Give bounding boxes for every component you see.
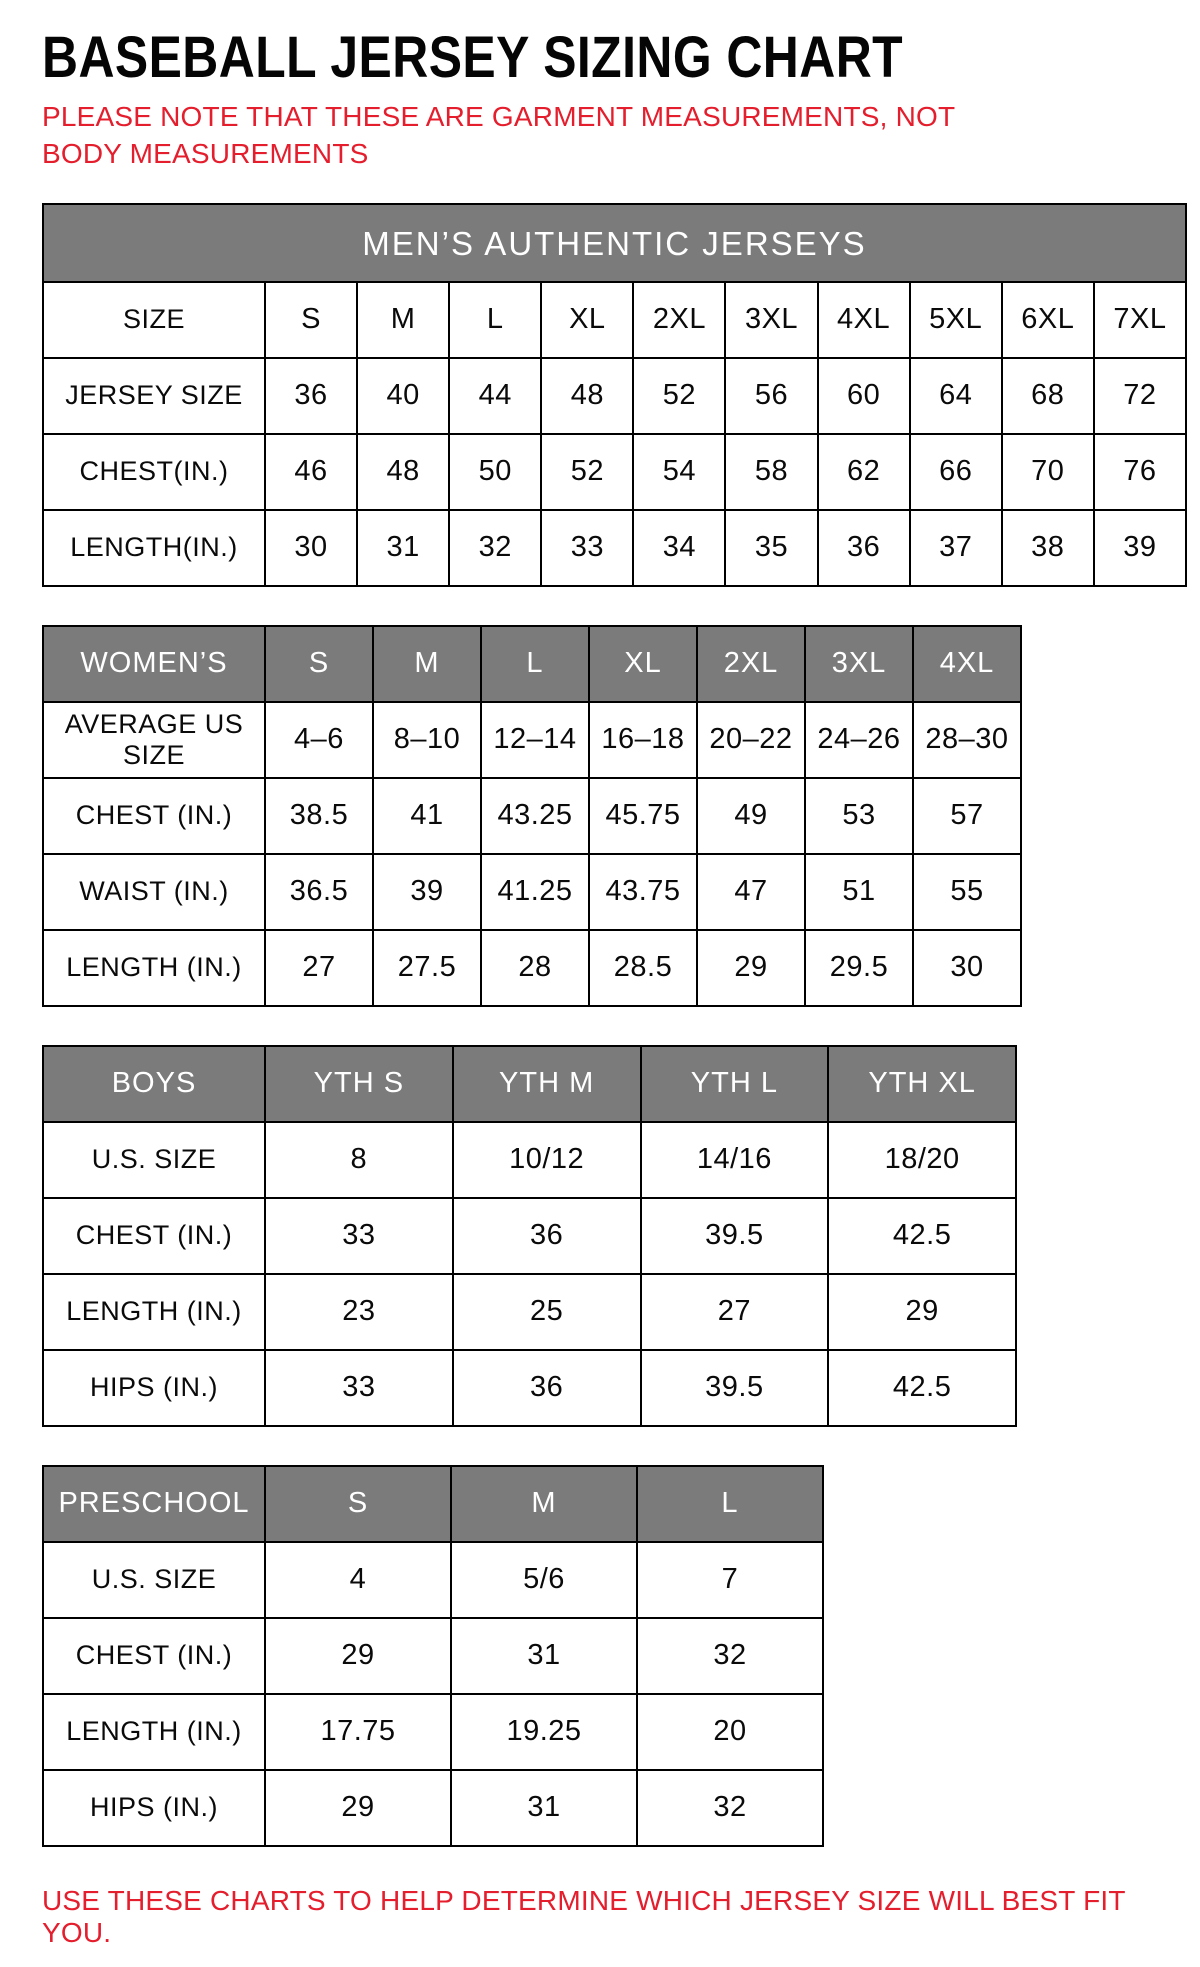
value-cell: 5XL	[910, 282, 1002, 358]
value-cell: 33	[265, 1198, 453, 1274]
value-cell: 10/12	[453, 1122, 641, 1198]
value-cell: 72	[1094, 358, 1186, 434]
value-cell: 62	[818, 434, 910, 510]
value-cell: 30	[913, 930, 1021, 1006]
value-cell: 76	[1094, 434, 1186, 510]
header-label-cell: PRESCHOOL	[43, 1466, 265, 1542]
value-cell: 31	[451, 1618, 637, 1694]
value-cell: 23	[265, 1274, 453, 1350]
row-label-cell: LENGTH (IN.)	[43, 1274, 265, 1350]
row-label-cell: AVERAGE US SIZE	[43, 702, 265, 778]
value-cell: 41	[373, 778, 481, 854]
value-cell: 20–22	[697, 702, 805, 778]
value-cell: 27	[641, 1274, 829, 1350]
header-cell: S	[265, 626, 373, 702]
value-cell: 20	[637, 1694, 823, 1770]
page-title: BASEBALL JERSEY SIZING CHART	[42, 25, 904, 90]
value-cell: 33	[265, 1350, 453, 1426]
value-cell: 28	[481, 930, 589, 1006]
value-cell: 25	[453, 1274, 641, 1350]
value-cell: 14/16	[641, 1122, 829, 1198]
table-womens	[42, 625, 1022, 1007]
value-cell: 42.5	[828, 1350, 1016, 1426]
value-cell: 4XL	[818, 282, 910, 358]
table-row	[43, 778, 1021, 854]
table-mens-authentic-jerseys	[42, 203, 1187, 587]
value-cell: S	[265, 282, 357, 358]
header-label-cell: BOYS	[43, 1046, 265, 1122]
value-cell: 29	[697, 930, 805, 1006]
value-cell: 51	[805, 854, 913, 930]
value-cell: 32	[637, 1770, 823, 1846]
value-cell: 18/20	[828, 1122, 1016, 1198]
value-cell: 57	[913, 778, 1021, 854]
value-cell: 28.5	[589, 930, 697, 1006]
value-cell: 55	[913, 854, 1021, 930]
value-cell: 7	[637, 1542, 823, 1618]
value-cell: 64	[910, 358, 1002, 434]
row-label-cell: JERSEY SIZE	[43, 358, 265, 434]
value-cell: 58	[725, 434, 817, 510]
table-preschool	[42, 1465, 824, 1847]
value-cell: 36	[453, 1198, 641, 1274]
value-cell: 19.25	[451, 1694, 637, 1770]
header-cell: 3XL	[805, 626, 913, 702]
value-cell: XL	[541, 282, 633, 358]
mens-authentic-jerseys-table	[42, 281, 1187, 587]
header-cell: 2XL	[697, 626, 805, 702]
table-row	[43, 854, 1021, 930]
value-cell: 30	[265, 510, 357, 586]
value-cell: 54	[633, 434, 725, 510]
value-cell: 5/6	[451, 1542, 637, 1618]
table-row	[43, 358, 1186, 434]
value-cell: 52	[633, 358, 725, 434]
value-cell: 29	[265, 1770, 451, 1846]
value-cell: 29	[828, 1274, 1016, 1350]
value-cell: 24–26	[805, 702, 913, 778]
table-row	[43, 1198, 1016, 1274]
row-label-cell: HIPS (IN.)	[43, 1350, 265, 1426]
value-cell: L	[449, 282, 541, 358]
table-row	[43, 510, 1186, 586]
value-cell: M	[357, 282, 449, 358]
value-cell: 52	[541, 434, 633, 510]
value-cell: 37	[910, 510, 1002, 586]
value-cell: 17.75	[265, 1694, 451, 1770]
header-cell: YTH M	[453, 1046, 641, 1122]
table-row	[43, 1770, 823, 1846]
value-cell: 70	[1002, 434, 1094, 510]
value-cell: 44	[449, 358, 541, 434]
value-cell: 32	[449, 510, 541, 586]
value-cell: 12–14	[481, 702, 589, 778]
row-label-cell: U.S. SIZE	[43, 1122, 265, 1198]
table-row	[43, 1542, 823, 1618]
table-row	[43, 282, 1186, 358]
value-cell: 16–18	[589, 702, 697, 778]
value-cell: 39.5	[641, 1198, 829, 1274]
table-row	[43, 930, 1021, 1006]
row-label-cell: CHEST(IN.)	[43, 434, 265, 510]
value-cell: 39	[373, 854, 481, 930]
value-cell: 56	[725, 358, 817, 434]
footer-note: USE THESE CHARTS TO HELP DETERMINE WHICH JERSEY SIZE WILL BEST FIT YOU.	[42, 1884, 1126, 1948]
header-cell: XL	[589, 626, 697, 702]
value-cell: 36.5	[265, 854, 373, 930]
table-row	[43, 1694, 823, 1770]
header-cell: YTH L	[641, 1046, 829, 1122]
table-boys	[42, 1045, 1017, 1427]
row-label-cell: CHEST (IN.)	[43, 778, 265, 854]
value-cell: 66	[910, 434, 1002, 510]
value-cell: 50	[449, 434, 541, 510]
header-cell: YTH XL	[828, 1046, 1016, 1122]
value-cell: 36	[453, 1350, 641, 1426]
mens-authentic-jerseys-title: MEN’S AUTHENTIC JERSEYS	[42, 203, 1187, 281]
value-cell: 42.5	[828, 1198, 1016, 1274]
value-cell: 35	[725, 510, 817, 586]
title-wrap	[42, 24, 1158, 91]
value-cell: 45.75	[589, 778, 697, 854]
value-cell: 31	[357, 510, 449, 586]
row-label-cell: CHEST (IN.)	[43, 1198, 265, 1274]
value-cell: 48	[357, 434, 449, 510]
value-cell: 4	[265, 1542, 451, 1618]
value-cell: 29.5	[805, 930, 913, 1006]
row-label-cell: LENGTH (IN.)	[43, 1694, 265, 1770]
header-row	[43, 1466, 823, 1542]
row-label-cell: LENGTH (IN.)	[43, 930, 265, 1006]
value-cell: 32	[637, 1618, 823, 1694]
value-cell: 27	[265, 930, 373, 1006]
value-cell: 68	[1002, 358, 1094, 434]
womens-table	[42, 625, 1022, 1007]
value-cell: 48	[541, 358, 633, 434]
value-cell: 28–30	[913, 702, 1021, 778]
table-row	[43, 1274, 1016, 1350]
table-row	[43, 702, 1021, 778]
value-cell: 39.5	[641, 1350, 829, 1426]
boys-table	[42, 1045, 1017, 1427]
value-cell: 40	[357, 358, 449, 434]
table-row	[43, 1618, 823, 1694]
value-cell: 36	[265, 358, 357, 434]
value-cell: 43.25	[481, 778, 589, 854]
value-cell: 8	[265, 1122, 453, 1198]
header-cell: YTH S	[265, 1046, 453, 1122]
header-row	[43, 1046, 1016, 1122]
value-cell: 3XL	[725, 282, 817, 358]
value-cell: 27.5	[373, 930, 481, 1006]
value-cell: 60	[818, 358, 910, 434]
header-cell: M	[451, 1466, 637, 1542]
row-label-cell: WAIST (IN.)	[43, 854, 265, 930]
value-cell: 41.25	[481, 854, 589, 930]
value-cell: 31	[451, 1770, 637, 1846]
table-row	[43, 434, 1186, 510]
value-cell: 49	[697, 778, 805, 854]
value-cell: 36	[818, 510, 910, 586]
value-cell: 53	[805, 778, 913, 854]
value-cell: 8–10	[373, 702, 481, 778]
value-cell: 2XL	[633, 282, 725, 358]
value-cell: 46	[265, 434, 357, 510]
header-cell: L	[481, 626, 589, 702]
value-cell: 34	[633, 510, 725, 586]
value-cell: 38	[1002, 510, 1094, 586]
value-cell: 38.5	[265, 778, 373, 854]
header-cell: 4XL	[913, 626, 1021, 702]
row-label-cell: CHEST (IN.)	[43, 1618, 265, 1694]
preschool-table	[42, 1465, 824, 1847]
value-cell: 47	[697, 854, 805, 930]
value-cell: 7XL	[1094, 282, 1186, 358]
value-cell: 6XL	[1002, 282, 1094, 358]
row-label-cell: LENGTH(IN.)	[43, 510, 265, 586]
table-row	[43, 1122, 1016, 1198]
header-cell: S	[265, 1466, 451, 1542]
value-cell: 39	[1094, 510, 1186, 586]
row-label-cell: HIPS (IN.)	[43, 1770, 265, 1846]
header-cell: L	[637, 1466, 823, 1542]
header-cell: M	[373, 626, 481, 702]
value-cell: 29	[265, 1618, 451, 1694]
value-cell: 43.75	[589, 854, 697, 930]
value-cell: 33	[541, 510, 633, 586]
header-row	[43, 626, 1021, 702]
value-cell: 4–6	[265, 702, 373, 778]
row-label-cell: U.S. SIZE	[43, 1542, 265, 1618]
table-row	[43, 1350, 1016, 1426]
garment-measurements-note: PLEASE NOTE THAT THESE ARE GARMENT MEASUREMENTS, NOT BODY MEASUREMENTS	[42, 101, 955, 169]
header-label-cell: WOMEN’S	[43, 626, 265, 702]
row-label-cell: SIZE	[43, 282, 265, 358]
